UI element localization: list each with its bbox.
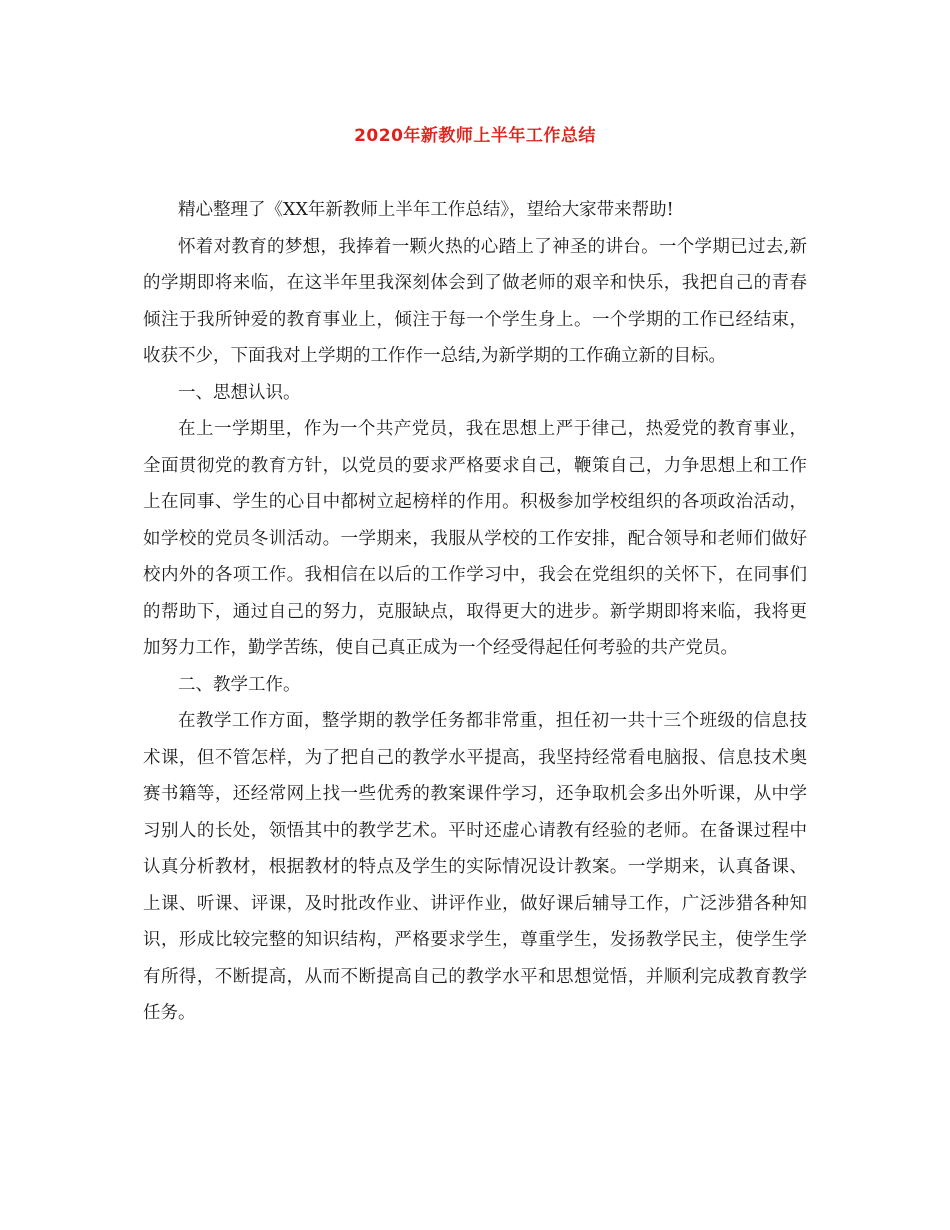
paragraph-opening: 怀着对教育的梦想，我捧着一颗火热的心踏上了神圣的讲台。一个学期已过去,新的学期即将来临，在这半年里我深刻体会到了做老师的艰辛和快乐，我把自己的青春倾注于我所钟爱的教育事业上，倾注于每一个学生身上。一个学期的工作已经结束，收获不少，下面我对上学期的工作作一总结,为新学期的工作确立新的目标。 [143, 236, 807, 366]
section-heading-teaching: 二、教学工作。 [178, 674, 301, 695]
paragraph-thought: 在上一学期里，作为一个共产党员，我在思想上严于律己，热爱党的教育事业，全面贯彻党的教育方针，以党员的要求严格要求自己，鞭策自己，力争思想上和工作上在同事、学生的心目中都树立起榜样的作用。积极参加学校组织的各项政治活动，如学校的党员冬训活动。一学期来，我服从学校的工作安排，配合领导和老师们做好校内外的各项工作。我相信在以后的工作学习中，我会在党组织的关怀下，在同事们的帮助下，通过自己的努力，克服缺点，取得更大的进步。新学期即将来临，我将更加努力工作，勤学苦练，使自己真正成为一个经受得起任何考验的共产党员。 [143, 419, 807, 658]
paragraph-intro: 精心整理了《XX年新教师上半年工作总结》，望给大家带来帮助! [178, 200, 674, 220]
paragraph-teaching: 在教学工作方面，整学期的教学任务都非常重，担任初一共十三个班级的信息技术课，但不管怎样，为了把自己的教学水平提高，我坚持经常看电脑报、信息技术奥赛书籍等，还经常网上找一些优秀的教案课件学习，还争取机会多出外听课，从中学习别人的长处，领悟其中的教学艺术。平时还虚心请教有经验的老师。在备课过程中认真分析教材，根据教材的特点及学生的实际情况设计教案。一学期来，认真备课、上课、听课、评课，及时批改作业、讲评作业，做好课后辅导工作，广泛涉猎各种知识，形成比较完整的知识结构，严格要求学生，尊重学生，发扬教学民主，使学生学有所得，不断提高，从而不断提高自己的教学水平和思想觉悟，并顺利完成教育教学任务。 [143, 711, 807, 1023]
section-heading-thought: 一、思想认识。 [178, 382, 301, 403]
document-title: 2020年新教师上半年工作总结 [354, 126, 596, 146]
document-body [143, 192, 807, 1032]
